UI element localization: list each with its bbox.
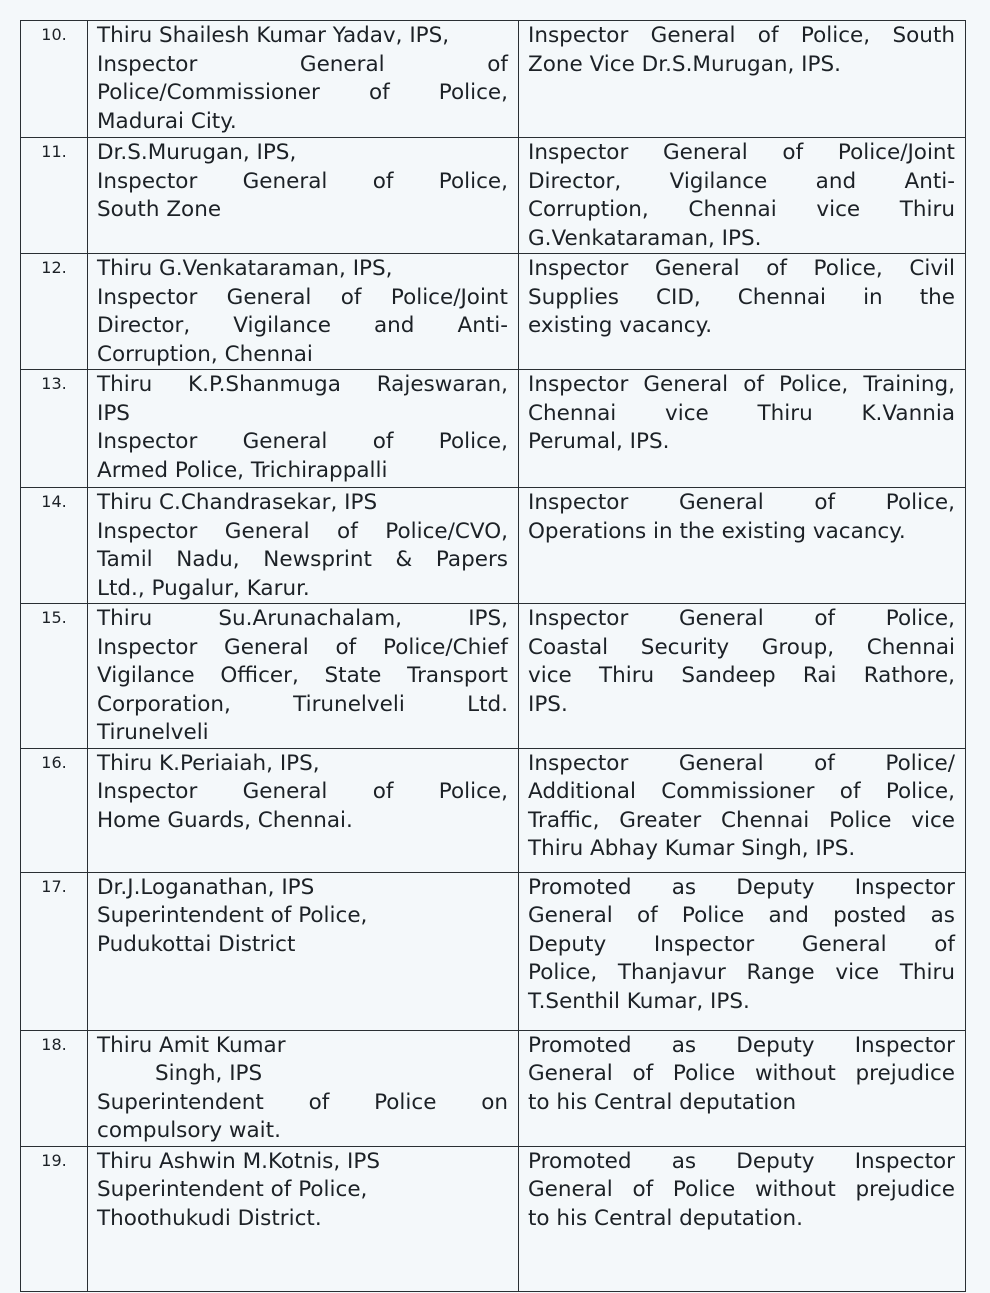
- officer-cell: [88, 604, 519, 749]
- officer-text: [88, 604, 518, 748]
- serial-number: 18.: [21, 1030, 88, 1146]
- officer-line: IPS: [97, 400, 130, 426]
- officer-cell: [88, 370, 519, 488]
- officer-cell: [88, 872, 519, 1030]
- posting-line: Inspector General of Police, Civil: [528, 256, 955, 281]
- officer-line: Thiru K.P.Shanmuga Rajeswaran,: [97, 372, 508, 397]
- officer-text: [88, 488, 518, 603]
- table-row: [21, 254, 966, 370]
- posting-line: Promoted as Deputy Inspector: [528, 874, 955, 900]
- officer-cell: [88, 138, 519, 254]
- officer-text: [88, 21, 518, 136]
- posting-line: Inspector General of Police, South: [528, 23, 955, 48]
- posting-line: Coastal Security Group, Chennai: [528, 634, 955, 660]
- posting-line: to his Central deputation: [528, 1089, 797, 1115]
- posting-text: [519, 370, 965, 457]
- posting-line: to his Central deputation.: [528, 1205, 803, 1231]
- table-row: [21, 872, 966, 1030]
- posting-line: Zone Vice Dr.S.Murugan, IPS.: [528, 51, 841, 77]
- posting-line: Inspector General of Police, Training,: [528, 372, 955, 397]
- posting-cell: [519, 1146, 966, 1291]
- posting-line: General of Police and posted as: [528, 903, 955, 928]
- officer-cell: [88, 488, 519, 604]
- posting-text: [519, 1031, 965, 1118]
- officer-line: Inspector General of Police,: [97, 779, 508, 804]
- officer-line: Pudukottai District: [97, 931, 296, 957]
- officer-line: Corruption, Chennai: [97, 341, 313, 367]
- posting-line: vice Thiru Sandeep Rai Rathore,: [528, 663, 955, 688]
- posting-cell: [519, 21, 966, 138]
- posting-cell: [519, 1030, 966, 1146]
- posting-text: [519, 749, 965, 864]
- officer-line: Superintendent of Police,: [97, 1177, 368, 1202]
- officer-text: [88, 254, 518, 369]
- officer-line: Superintendent of Police,: [97, 903, 368, 928]
- officer-line: Tamil Nadu, Newsprint & Papers: [97, 547, 508, 572]
- posting-line: Additional Commissioner of Police,: [528, 779, 955, 804]
- officer-line: Thiru K.Periaiah, IPS,: [97, 750, 320, 776]
- transfer-posting-table: [20, 20, 966, 1292]
- officer-cell: [88, 748, 519, 872]
- table-row: [21, 370, 966, 488]
- officer-line: Thiru C.Chandrasekar, IPS: [97, 490, 378, 515]
- posting-text: [519, 488, 965, 546]
- officer-text: [88, 1031, 518, 1146]
- serial-number: 16.: [21, 748, 88, 872]
- officer-text: [88, 138, 518, 225]
- posting-cell: [519, 872, 966, 1030]
- posting-cell: [519, 604, 966, 749]
- posting-line: General of Police without prejudice: [528, 1061, 955, 1086]
- officer-line: Armed Police, Trichirappalli: [97, 457, 388, 483]
- officer-line: Inspector General of Police/CVO,: [97, 518, 508, 544]
- officer-line: Singh, IPS: [155, 1061, 263, 1086]
- posting-cell: [519, 488, 966, 604]
- posting-line: Deputy Inspector General of: [528, 931, 955, 957]
- posting-line: IPS.: [528, 691, 568, 717]
- posting-line: Inspector General of Police/Joint: [528, 140, 955, 165]
- officer-line: Vigilance Officer, State Transport: [97, 663, 508, 688]
- posting-line: Inspector General of Police,: [528, 490, 955, 515]
- posting-cell: [519, 370, 966, 488]
- posting-cell: [519, 748, 966, 872]
- posting-line: Chennai vice Thiru K.Vannia: [528, 400, 955, 426]
- posting-line: Director, Vigilance and Anti-: [528, 168, 955, 194]
- serial-number: 17.: [21, 872, 88, 1030]
- serial-number: 10.: [21, 21, 88, 138]
- officer-line: Home Guards, Chennai.: [97, 807, 353, 833]
- officer-line: Thoothukudi District.: [97, 1205, 322, 1231]
- officer-line: Dr.J.Loganathan, IPS: [97, 874, 315, 900]
- officer-line: Inspector General of Police,: [97, 429, 508, 454]
- officer-line: Thiru G.Venkataraman, IPS,: [97, 256, 393, 281]
- officer-line: Thiru Ashwin M.Kotnis, IPS: [97, 1148, 381, 1174]
- serial-number: 11.: [21, 138, 88, 254]
- posting-text: [519, 873, 965, 1017]
- posting-line: Supplies CID, Chennai in the: [528, 284, 955, 310]
- officer-line: Corporation, Tirunelveli Ltd.: [97, 691, 508, 717]
- posting-line: Inspector General of Police/: [528, 750, 955, 776]
- posting-line: Traffic, Greater Chennai Police vice: [528, 807, 955, 833]
- table-row: [21, 21, 966, 138]
- table-row: [21, 604, 966, 749]
- posting-line: Thiru Abhay Kumar Singh, IPS.: [528, 836, 856, 861]
- serial-number: 19.: [21, 1146, 88, 1291]
- officer-text: [88, 1147, 518, 1234]
- officer-line: Superintendent of Police on: [97, 1089, 508, 1115]
- posting-cell: [519, 138, 966, 254]
- table-row: [21, 1146, 966, 1291]
- officer-line: Inspector General of Police,: [97, 168, 508, 194]
- serial-number: 14.: [21, 488, 88, 604]
- serial-number: 15.: [21, 604, 88, 749]
- officer-cell: [88, 1146, 519, 1291]
- posting-text: [519, 604, 965, 719]
- officer-line: Dr.S.Murugan, IPS,: [97, 140, 297, 165]
- officer-text: [88, 873, 518, 960]
- officer-cell: [88, 21, 519, 138]
- officer-line: Thiru Amit Kumar: [97, 1032, 286, 1058]
- posting-line: G.Venkataraman, IPS.: [528, 225, 762, 251]
- posting-line: Promoted as Deputy Inspector: [528, 1032, 955, 1058]
- posting-line: Perumal, IPS.: [528, 429, 670, 454]
- table-row: [21, 1030, 966, 1146]
- table-body: [21, 21, 966, 1292]
- officer-line: Police/Commissioner of Police,: [97, 80, 508, 105]
- posting-line: Police, Thanjavur Range vice Thiru: [528, 960, 955, 985]
- serial-number: 13.: [21, 370, 88, 488]
- officer-text: [88, 749, 518, 836]
- officer-line: Madurai City.: [97, 108, 237, 134]
- posting-text: [519, 254, 965, 341]
- officer-line: compulsory wait.: [97, 1118, 281, 1143]
- posting-line: Promoted as Deputy Inspector: [528, 1148, 955, 1174]
- officer-line: Thiru Shailesh Kumar Yadav, IPS,: [97, 23, 450, 48]
- posting-line: existing vacancy.: [528, 313, 713, 338]
- table-row: [21, 488, 966, 604]
- officer-line: Director, Vigilance and Anti-: [97, 313, 508, 338]
- officer-cell: [88, 254, 519, 370]
- posting-line: Corruption, Chennai vice Thiru: [528, 197, 955, 222]
- posting-cell: [519, 254, 966, 370]
- posting-text: [519, 21, 965, 79]
- officer-line: Inspector General of: [97, 51, 508, 77]
- posting-text: [519, 1147, 965, 1234]
- posting-text: [519, 138, 965, 253]
- officer-cell: [88, 1030, 519, 1146]
- posting-line: Inspector General of Police,: [528, 606, 955, 631]
- serial-number: 12.: [21, 254, 88, 370]
- posting-line: T.Senthil Kumar, IPS.: [528, 988, 750, 1014]
- officer-line: Tirunelveli: [97, 720, 209, 745]
- officer-line: South Zone: [97, 197, 222, 222]
- posting-line: General of Police without prejudice: [528, 1177, 955, 1202]
- table-row: [21, 748, 966, 872]
- table-row: [21, 138, 966, 254]
- officer-line: Thiru Su.Arunachalam, IPS,: [97, 606, 508, 631]
- officer-text: [88, 370, 518, 485]
- officer-line: Inspector General of Police/Chief: [97, 634, 508, 660]
- officer-line: Inspector General of Police/Joint: [97, 284, 508, 310]
- officer-line: Ltd., Pugalur, Karur.: [97, 575, 310, 601]
- posting-line: Operations in the existing vacancy.: [528, 518, 906, 544]
